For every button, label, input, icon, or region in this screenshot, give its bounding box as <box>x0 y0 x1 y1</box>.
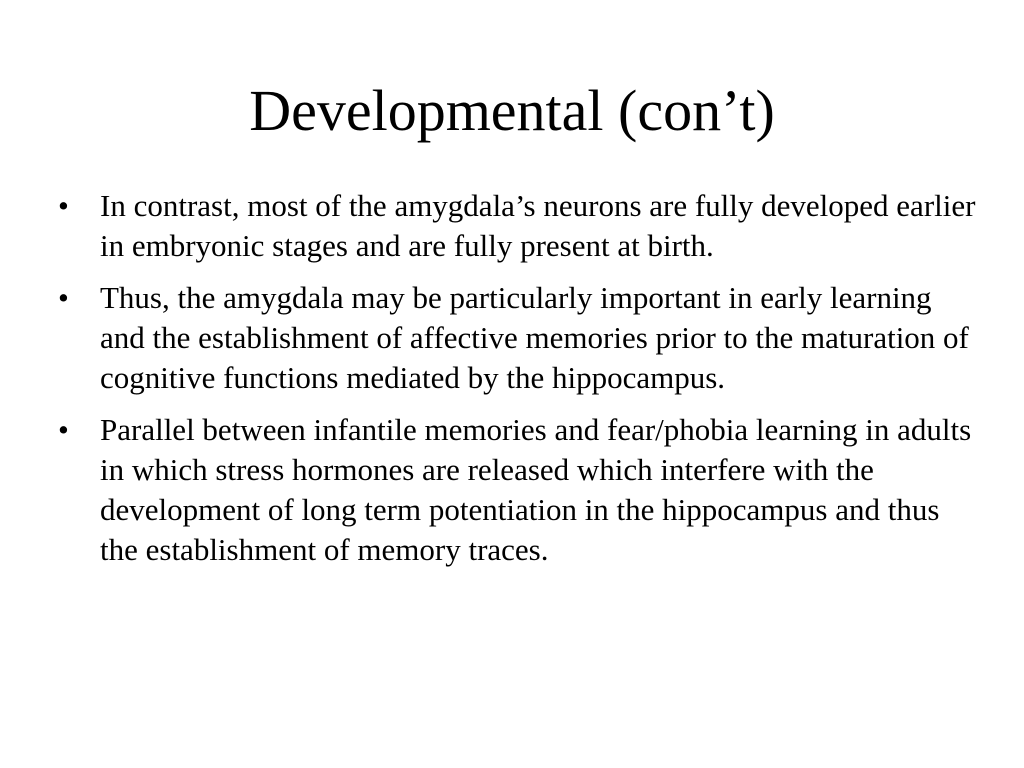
bullet-text-3: Parallel between infantile memories and fear/phobia learning in adults in which stress hormones are released which interfere with the development of long term potentiation in the hippocampus and thus the establishment of memory traces. <box>100 412 972 567</box>
bullet-icon: • <box>58 280 69 315</box>
slide-title: Developmental (con’t) <box>249 78 775 143</box>
bullet-item-1 <box>58 186 978 266</box>
bullet-text-2: Thus, the amygdala may be particularly important in early learning and the establishment of affective memories prior to the maturation of cognitive functions mediated by the hippocampus. <box>100 280 969 395</box>
bullet-text-1: In contrast, most of the amygdala’s neurons are fully developed earlier in embryonic stages and are fully present at birth. <box>100 188 976 263</box>
bullet-item-2 <box>58 278 978 398</box>
bullet-icon: • <box>58 412 69 447</box>
bullet-item-3 <box>58 410 978 570</box>
bullet-icon: • <box>58 188 69 223</box>
bullet-list <box>58 186 978 582</box>
